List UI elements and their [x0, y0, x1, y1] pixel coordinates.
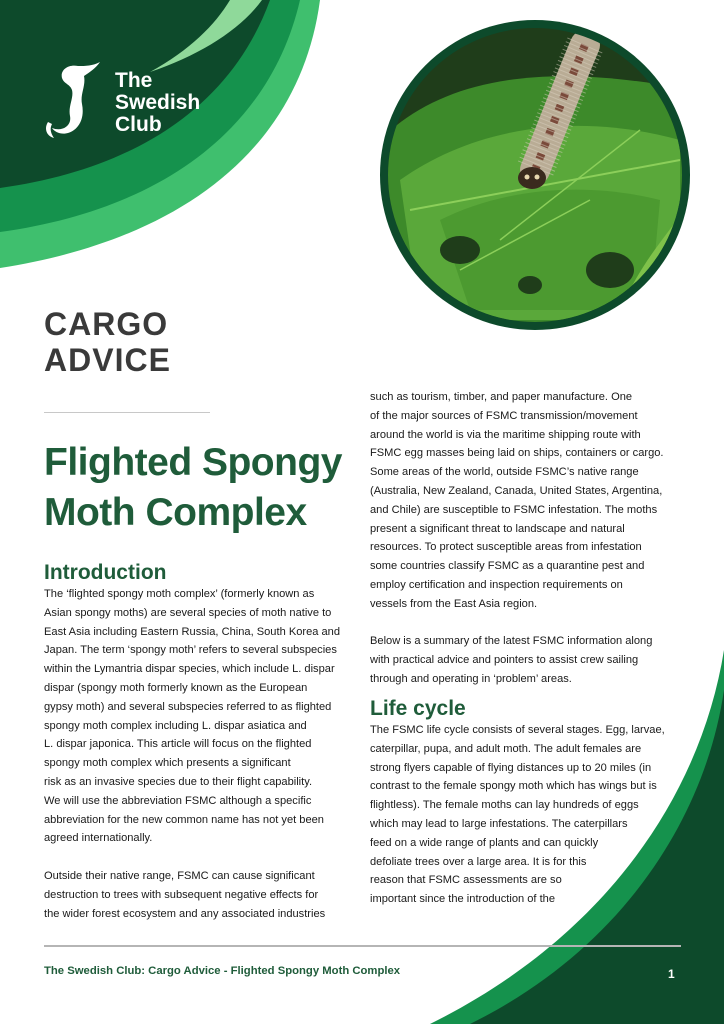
lifecycle-line: contrast to the female spongy moth which has wings but is [370, 780, 657, 793]
page-number: 1 [668, 967, 675, 981]
brand-logo-text [115, 70, 200, 136]
intro-line: risk as an invasive species due to their flight capability. [44, 775, 313, 788]
lifecycle-line: strong flyers capable of flying distances up to 20 miles (in [370, 761, 652, 774]
intro-line: the wider forest ecosystem and any associated industries [44, 907, 326, 920]
intro-line: gypsy moth) and several subspecies referred to as flighted [44, 700, 332, 713]
footer-text: The Swedish Club: Cargo Advice - Flighted Spongy Moth Complex [44, 965, 401, 977]
body-line: and Chile) are susceptible to FSMC infestation. The moths [370, 503, 658, 516]
lifecycle-line: The FSMC life cycle consists of several stages. Egg, larvae, [370, 724, 665, 736]
title-divider [44, 412, 210, 413]
intro-line: L. dispar japonica. This article will focus on the flighted [44, 738, 312, 751]
lifecycle-line: important since the introduction of the [370, 893, 556, 906]
lifecycle-paragraph [370, 721, 665, 909]
intro-line: abbreviation for the new common name has not yet been [44, 813, 324, 826]
footer-divider [44, 945, 681, 947]
brand-line-1: The [115, 69, 153, 92]
intro-line: East Asia including Eastern Russia, China, South Korea and [44, 625, 341, 638]
body-line: with practical advice and pointers to assist crew sailing [370, 654, 639, 667]
caterpillar-photo [380, 20, 690, 330]
intro-line: within the Lymantria dispar species, which include L. dispar [44, 663, 335, 676]
category-line-2: ADVICE [44, 342, 171, 378]
body-line: Below is a summary of the latest FSMC information along [370, 635, 653, 648]
intro-line: spongy moth complex including L. dispar asiatica and [44, 719, 307, 732]
body-line: present a significant threat to landscape and natural [370, 522, 625, 535]
lifecycle-heading: Life cycle [370, 697, 466, 720]
lifecycle-line: reason that FSMC assessments are so [370, 874, 562, 887]
title-line-2: Moth Complex [44, 491, 307, 534]
intro-heading: Introduction [44, 561, 167, 584]
body-line: FSMC egg masses being laid on ships, containers or cargo. [370, 447, 664, 460]
lifecycle-line: which may lead to large infestations. The caterpillars [370, 817, 628, 830]
intro-line: destruction to trees with subsequent negative effects for [44, 888, 319, 901]
category-line-1: CARGO [44, 306, 169, 342]
intro-line: The ‘flighted spongy moth complex’ (formerly known as [44, 588, 315, 600]
body-line: resources. To protect susceptible areas from infestation [370, 541, 642, 554]
intro-line: agreed internationally. [44, 832, 153, 845]
intro-line: spongy moth complex which presents a significant [44, 757, 291, 770]
body-line: of the major sources of FSMC transmission/movement [370, 409, 638, 422]
body-line: some countries classify FSMC as a quarantine pest and [370, 560, 645, 573]
title-line-1: Flighted Spongy [44, 441, 342, 484]
body-line: Some areas of the world, outside FSMC’s native range [370, 466, 639, 479]
brand-line-3: Club [115, 113, 162, 136]
intro-line: Asian spongy moths) are several species of moth native to [44, 606, 332, 619]
body-line: (Australia, New Zealand, Canada, United States, Argentina, [370, 484, 663, 497]
body-line: around the world is via the maritime shipping route with [370, 428, 641, 441]
article-title [44, 438, 342, 538]
intro-line: Outside their native range, FSMC can cause significant [44, 869, 315, 882]
lifecycle-line: feed on a wide range of plants and can quickly [370, 836, 599, 849]
body-line: such as tourism, timber, and paper manufacture. One [370, 391, 633, 403]
intro-paragraphs [44, 585, 340, 923]
right-column-paragraphs [370, 388, 664, 689]
brand-line-2: Swedish [115, 91, 201, 114]
category-heading [44, 306, 171, 378]
lifecycle-line: defoliate trees over a large area. It is for this [370, 855, 587, 868]
body-line: vessels from the East Asia region. [370, 597, 538, 610]
lifecycle-line: flightless). The female moths can lay hundreds of eggs [370, 799, 639, 812]
intro-line: dispar (spongy moth formerly known as the European [44, 681, 308, 694]
lifecycle-line: caterpillar, pupa, and adult moth. The adult females are [370, 742, 642, 755]
body-line: employ certification and inspection requirements on [370, 578, 623, 591]
intro-line: Japan. The term ‘spongy moth’ refers to several subspecies [44, 644, 337, 657]
body-line: through and operating in ‘problem’ areas. [370, 672, 572, 685]
intro-line: We will use the abbreviation FSMC although a specific [44, 794, 312, 807]
